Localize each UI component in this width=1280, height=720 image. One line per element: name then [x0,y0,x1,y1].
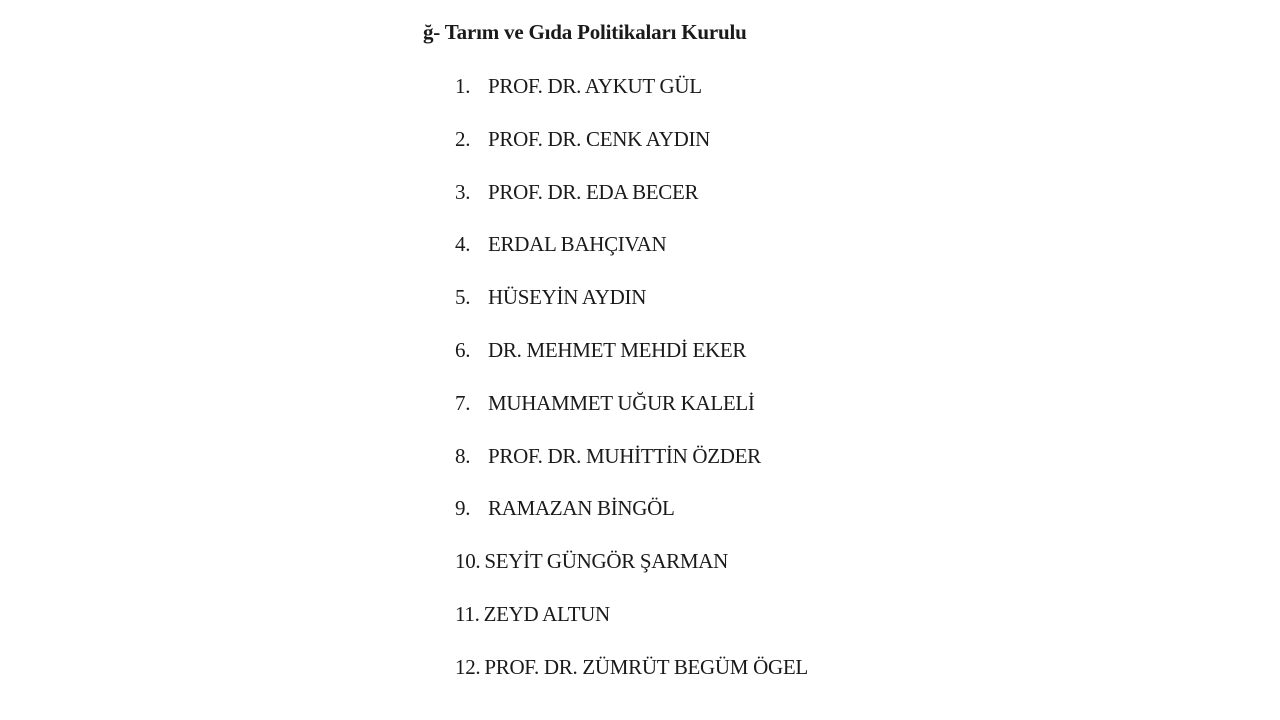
member-name: PROF. DR. CENK AYDIN [488,126,711,151]
member-number: 5. [455,285,471,310]
member-number: 11. [455,601,480,626]
member-number: 1. [455,74,471,98]
member-number: 3. [455,179,471,204]
member-list [455,71,808,705]
member-item [455,229,808,282]
member-name: ZEYD ALTUN [483,601,610,626]
member-number: 9. [455,496,471,521]
member-name: PROF. DR. EDA BECER [488,179,699,204]
member-item [455,546,808,599]
member-item [455,388,808,441]
member-item [455,177,808,230]
member-number: 6. [455,337,471,362]
member-item [455,124,808,177]
member-item [455,441,808,494]
member-number: 10. [455,549,481,574]
member-item [455,599,808,652]
member-number: 4. [455,232,471,257]
member-number: 7. [455,390,471,415]
member-item [455,493,808,546]
member-number: 12. [455,654,481,679]
member-name: SEYİT GÜNGÖR ŞARMAN [484,549,728,574]
member-item [455,282,808,335]
member-item [455,652,808,705]
member-number: 2. [455,126,471,151]
member-item [455,71,808,124]
member-name: PROF. DR. MUHİTTİN ÖZDER [488,443,761,468]
member-name: PROF. DR. ZÜMRÜT BEGÜM ÖGEL [484,654,808,679]
member-item [455,335,808,388]
member-name: ERDAL BAHÇIVAN [488,232,667,257]
member-name: MUHAMMET UĞUR KALELİ [488,390,755,415]
section-heading: ğ- Tarım ve Gıda Politikaları Kurulu [423,20,747,44]
member-number: 8. [455,443,471,468]
member-name: PROF. DR. AYKUT GÜL [488,74,702,98]
member-name: DR. MEHMET MEHDİ EKER [488,337,747,362]
member-name: HÜSEYİN AYDIN [488,285,647,310]
member-name: RAMAZAN BİNGÖL [488,496,675,521]
